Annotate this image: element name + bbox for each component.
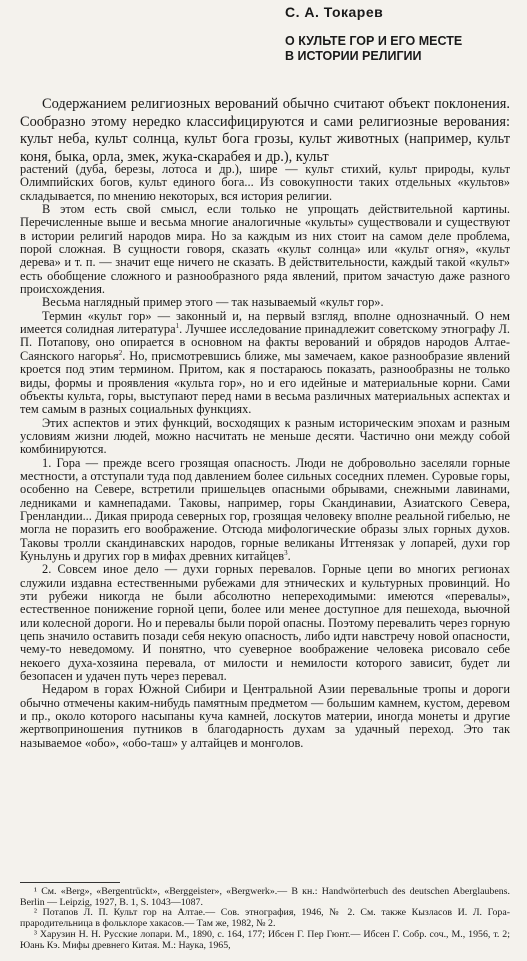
- paragraph-5: Этих аспектов и этих функций, восходящих к разным историческим эпохам и разным условиям жизни людей, можно насчитать не меньше десяти. Частично они между собой комбинируются.: [20, 415, 510, 457]
- paragraph-6: [20, 457, 510, 564]
- paragraph-4: [20, 310, 510, 417]
- title-line-1: О КУЛЬТЕ ГОР И ЕГО МЕСТЕ: [285, 34, 463, 48]
- footnote-1: ¹ См. «Berg», «Bergentrückt», «Berggeister», «Bergwerk».— В кн.: Handwörterbuch des deutschen Aberglaubens. Berlin — Leipzig, 1927, B. 1, S. 1043—1087.: [20, 886, 510, 908]
- paragraph-6-end: .: [287, 548, 291, 563]
- paragraph-4-middle: . Лучшее исследование принадлежит советскому этнографу Л. П. Потапову, оно опирается в основном на факты верований и обрядов народов Алтае-Саянского нагорья: [20, 322, 511, 363]
- intro-paragraph-block: [20, 96, 510, 166]
- author-name: С. А. Токарев: [285, 4, 384, 20]
- footnote-mark-2: 2: [118, 348, 123, 357]
- footnote-divider: [20, 882, 120, 883]
- body-text: [20, 163, 510, 750]
- intro-paragraph: Содержанием религиозных верований обычно считают объект поклонения. Сообразно этому нередко классифицируются и сами религиозные верования: культ неба, культ солнца, культ бога грозы, культ животных (например, культ коня, быка, орла, змек, жука-скарабея и др.), культ: [20, 96, 510, 165]
- paragraph-8: Недаром в горах Южной Сибири и Центральной Азии перевальные тропы и дороги обычно отмечены каким-нибудь памятным предметом — большим камнем, кустом, деревом и пр., около которого насыпаны куча камней, лоскутов материи, иногда монеты и другие жертвоприношения путников в благодарность духам за удачный переход. Это так называемое «обо», «обо-таш» у алтайцев и монголов.: [20, 682, 510, 750]
- footnote-2: ² Потапов Л. П. Культ гор на Алтае.— Сов. этнография, 1946, № 2. См. также Кызласов И. Л. Гора-прародительница в фольклоре хакасов.— Там же, 1982, № 2.: [20, 907, 510, 930]
- footnote-3: ³ Харузин Н. Н. Русские лопари. М., 1890, с. 164, 177; Ибсен Г. Пер Гюнт.— Ибсен Г. Собр. соч., М., 1956, т. 2; Юань Кэ. Мифы древнего Китая. М.: Наука, 1965,: [20, 928, 510, 951]
- footnote-mark-1: 1: [175, 322, 180, 330]
- footnote-mark-3: 3: [284, 548, 288, 557]
- article-title: [285, 34, 525, 64]
- paragraph-2: В этом есть свой смысл, если только не упрощать действительной картины. Перечисленные выше и весьма многие аналогичные «культы» существовали и существуют в истории религий народов мира. Но за каждым из них стоит на самом деле проблема, порой сложная. В сущности говоря, сказать «культ солнца» или «культ огня», «культ дерева» и т. п. — значит еще ничего не сказать. В действительности, каждый такой «культ» есть обобщение сложного и разнообразного ряда явлений, притом зачастую даже разного происхождения.: [20, 202, 510, 297]
- paragraph-3: Весьма наглядный пример этого — так называемый «культ гор».: [42, 295, 384, 310]
- title-line-2: В ИСТОРИИ РЕЛИГИИ: [285, 49, 422, 63]
- paragraph-7: 2. Совсем иное дело — духи горных перевалов. Горные цепи во многих регионах служили издавна естественными рубежами для этнических и культурных провинций. Но эти рубежи никогда не были абсолютно непереходимыми: имеются «перевалы», естественное понижение горной цепи, более или менее доступное для пешехода, вьючной или колесной дороги. Но и перевалы были порой опасны. Поэтому перевалить через горную цепь значило оставить позади себя некую опасность, либо идти навстречу новой опасности, чему-то неведомому. И понятно, что суеверное воображение человека рисовало себе некоего духа-хозяина перевала, от милости и немилости которого зависит, будет ли безопасен и удачен путь через перевал.: [20, 562, 510, 684]
- paragraph-6-text: 1. Гора — прежде всего грозящая опасность. Люди не добровольно заселяли горные местности, а отступали туда под давлением более сильных соседних племен. Суровые горы, особенно на Севере, встретили пришельцев опасными обрывами, снежными лавинами, ледниками и камнепадами. Таковы, например, горы Скандинавии, Азиатского Севера, Гренландии... Дикая природа северных гор, грозящая человеку вполне реальной гибелью, не могла не поразить его воображение. Отсюда мифологические образы злых горных духов. Таковы тролли скандинавских народов, горные великаны Иттенязак у лопарей, духи гор Куньлунь и других гор в мифах древних китайцев: [20, 455, 510, 563]
- paragraph-4-end: . Но, присмотревшись ближе, мы замечаем, какое разнообразие явлений кроется под этим термином. Притом, как я постараюсь показать, разнообразны не только виды, формы и проявления «культа гор», но и его идейные и материальные корни. Сами объекты культа, горы, выступают перед нами в весьма различных материальных аспектах и тем самым в разных социальных функциях.: [20, 348, 511, 417]
- footnotes: [20, 887, 510, 951]
- paragraph-1: растений (дуба, березы, лотоса и др.), шире — культ стихий, культ природы, культ Олимпийских богов, культ единого бога... Из совокупности таких отдельных «культов» складывается, по мнению некоторых, вся история религии.: [20, 162, 510, 203]
- paragraph-4-start: Термин «культ гор» — законный и, на первый взгляд, вполне однозначный. О нем имеется солидная литература: [20, 308, 510, 337]
